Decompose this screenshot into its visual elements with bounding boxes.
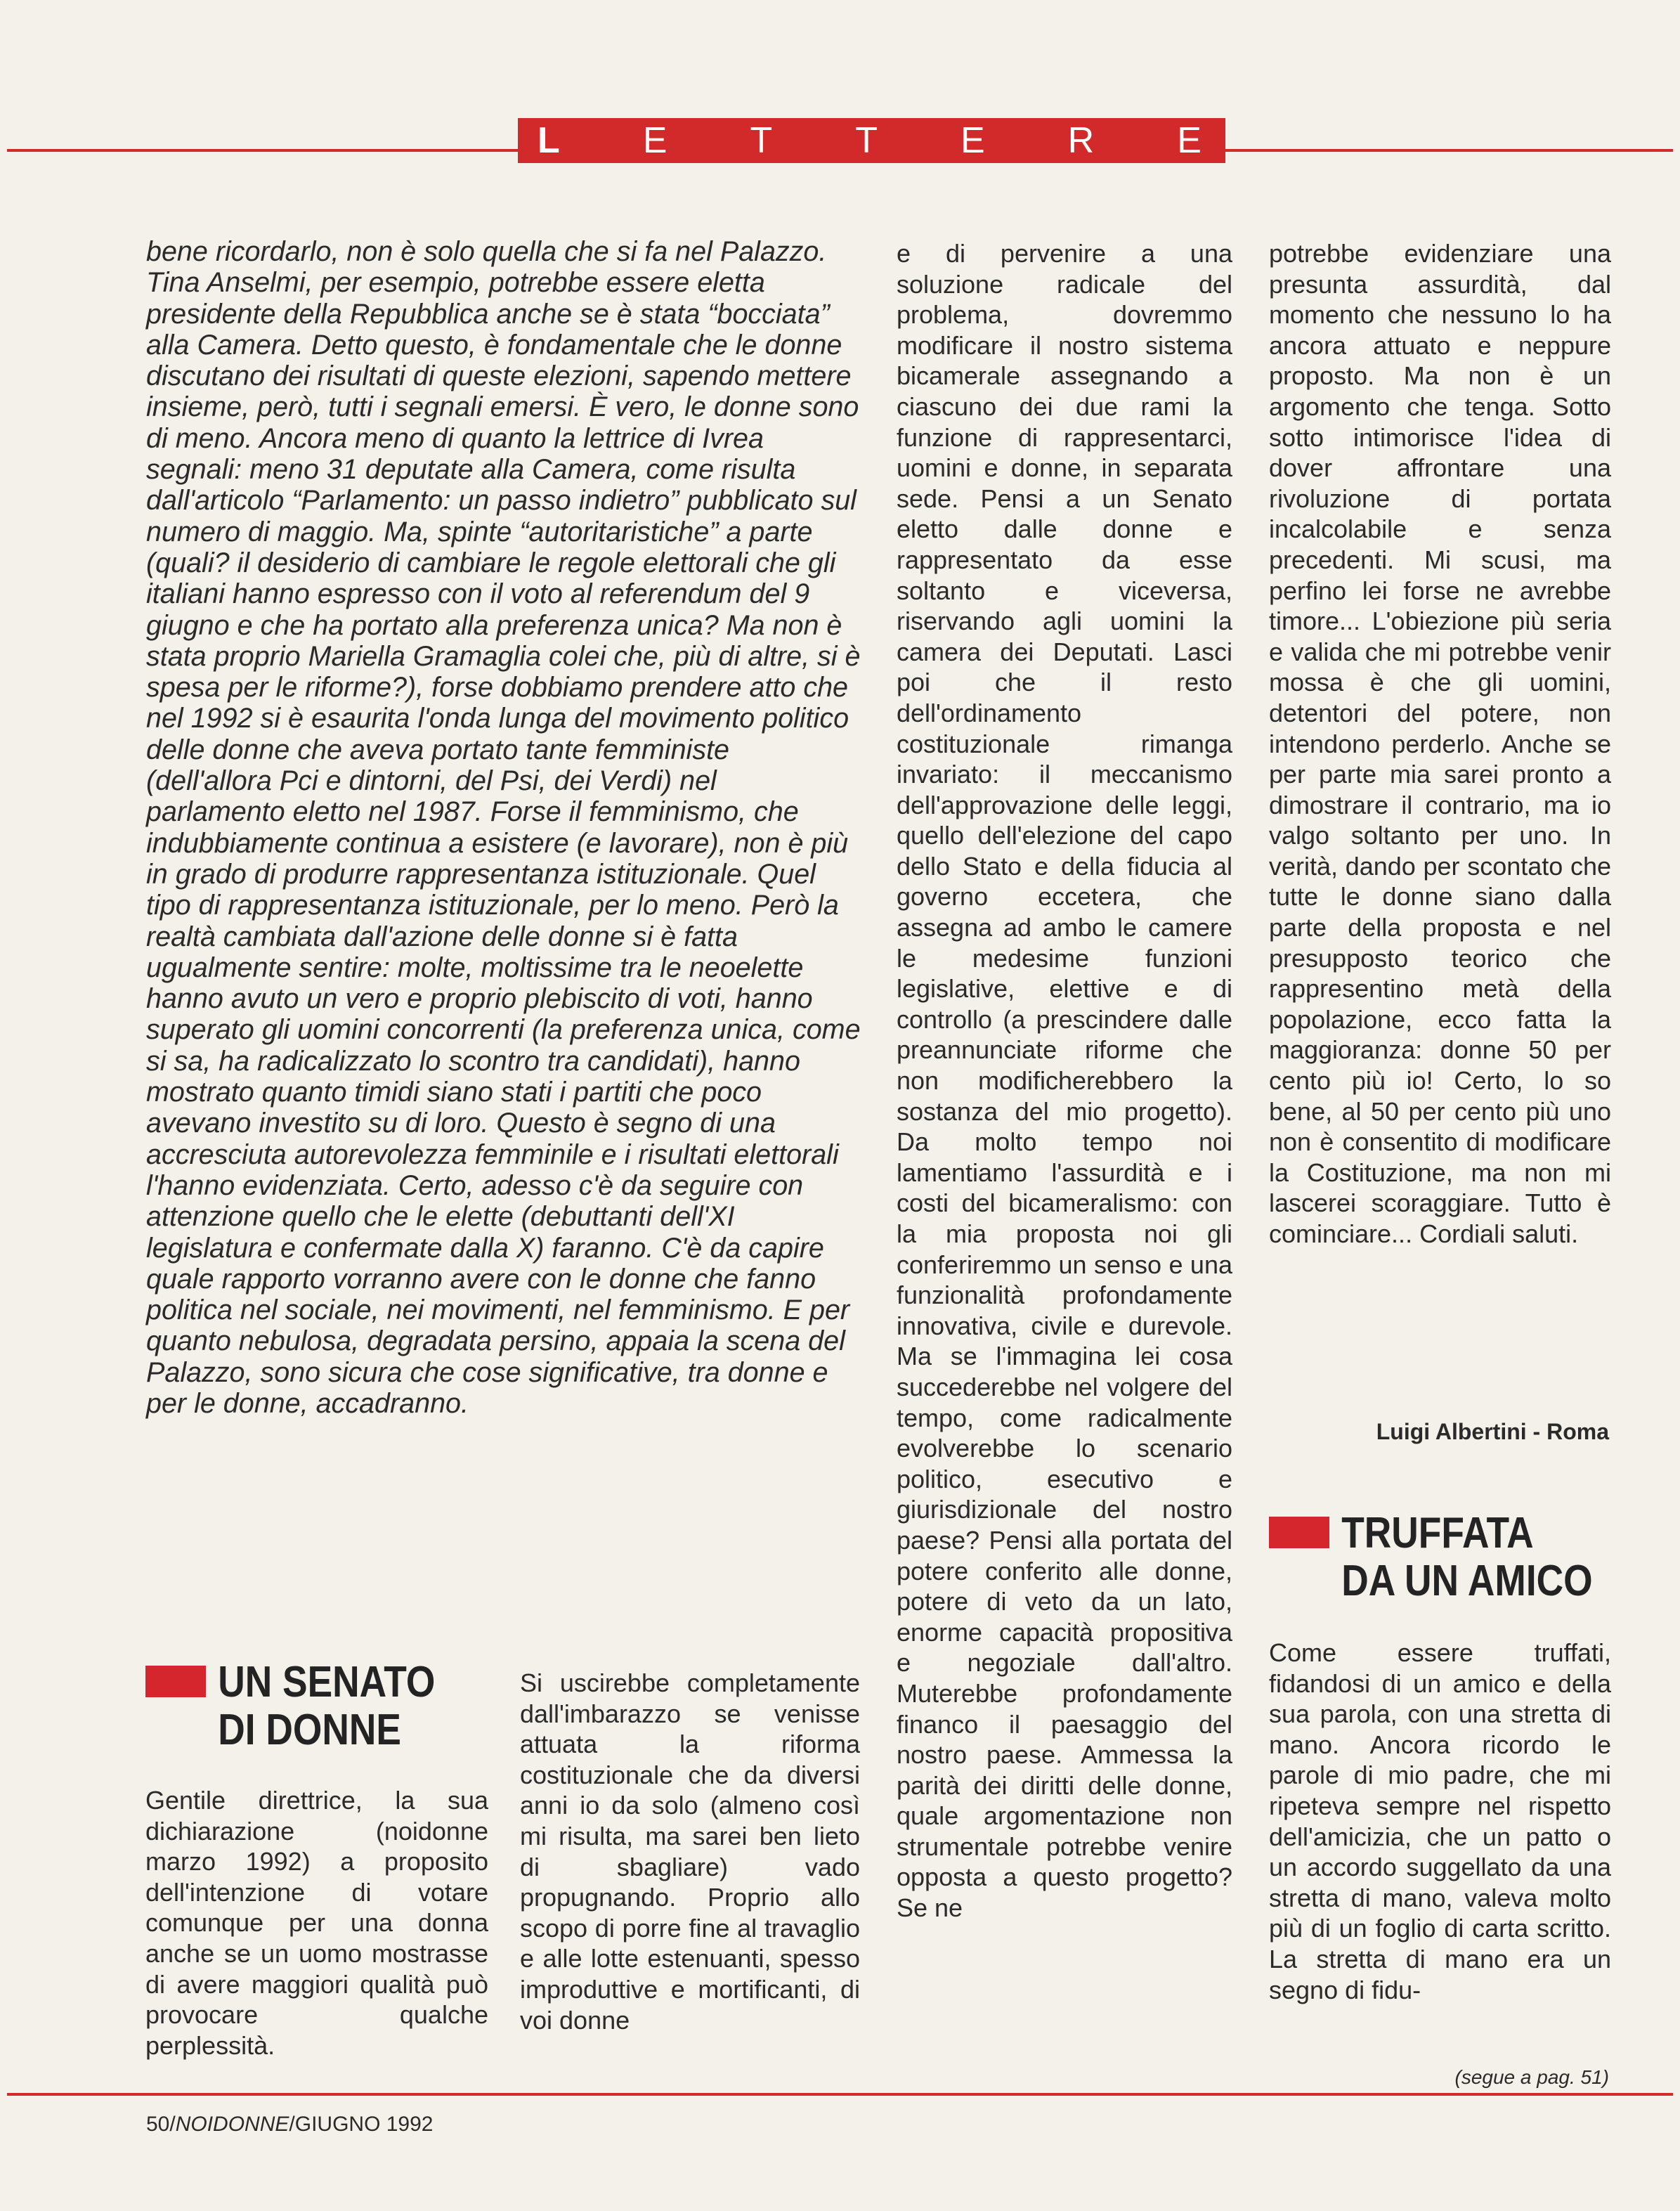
- letter1-part-b: Si uscirebbe completamente dall'imbarazzo se venisse attuata la riforma costituzionale che da diversi anni io da solo (almeno così mi risulta, ma sarei ben lieto di sbagliare) vado propugnando. Proprio allo scopo di porre fine al travaglio e alle lotte estenuanti, spesso improduttive e mortificanti, di voi donne: [520, 1668, 860, 2035]
- issue-date: /GIUGNO 1992: [289, 2113, 434, 2136]
- letter1-part-d: potrebbe evidenziare una presunta assurdità, dal momento che nessuno lo ha ancora attuato e neppure proposto. Ma non è un argomento che tenga. Sotto sotto intimorisce l'idea di dover affrontare una rivoluzione di portata incalcolabile e senza precedenti. Mi scusi, ma perfino lei forse ne avrebbe timore... L'obiezione più seria e valida che mi potrebbe venir mossa è che gli uomini, detentori del potere, non intendono perderlo. Anche se per parte mia sarei pronto a dimostrare il contrario, ma io valgo soltanto per uno. In verità, dando per scontato che tutte le donne siano dalla parte della proposta e nel presupposto teorico che rappresentino metà della popolazione, ecco fatta la maggioranza: donne 50 per cento più io! Certo, lo so bene, al 50 per cento più uno non è consentito di modificare la Costituzione, ma non mi lascerei scoraggiare. Tutto è cominciare... Cordiali saluti.: [1269, 239, 1611, 1248]
- letter2-body: Come essere truffati, fidandosi di un amico e della sua parola, con una stretta di mano. Ancora ricordo le parole di mio padre, che mi ripeteva sempre nel rispetto dell'amicizia, che un patto o un accordo suggellato da una stretta di mano, valeva molto più di un foglio di carta scritto. La stretta di mano era un segno di fidu-: [1269, 1638, 1611, 2004]
- headline-line: DA UN AMICO: [1341, 1557, 1593, 1605]
- section-letter: T: [855, 120, 878, 161]
- letter1-part-a: Gentile direttrice, la sua dichiarazione (noidonne marzo 1992) a proposito dell'intenzione di votare comunque per una donna anche se un uomo mostrasse di avere maggiori qualità può provocare qualche perplessità.: [145, 1786, 488, 2060]
- section-letter: E: [960, 120, 985, 161]
- magazine-name: NOIDONNE: [175, 2113, 289, 2136]
- headline-marker: [1269, 1517, 1329, 1548]
- headline-line: UN SENATO: [218, 1658, 436, 1706]
- page-folio: [146, 2112, 433, 2137]
- section-letter: T: [750, 120, 773, 161]
- section-letter: E: [642, 120, 668, 161]
- letter1-signature: Luigi Albertini - Roma: [1376, 1419, 1609, 1444]
- section-letter: E: [1177, 120, 1202, 161]
- section-letter: L: [538, 120, 560, 161]
- headline-line: DI DONNE: [218, 1706, 401, 1754]
- bottom-rule: [7, 2093, 1673, 2096]
- headline-un-senato-di-donne: [145, 1659, 435, 1754]
- editor-reply-text: bene ricordarlo, non è solo quella che si fa nel Palazzo. Tina Anselmi, per esempio, potrebbe essere eletta presidente della Repubblica anche se è stata “bocciata” alla Camera. Detto questo, è fondamentale che le donne discutano dei risultati di queste elezioni, sapendo mettere insieme, però, tutti i segnali emersi. È vero, le donne sono di meno. Ancora meno di quanto la lettrice di Ivrea segnali: meno 31 deputate alla Camera, come risulta dall'articolo “Parlamento: un passo indietro” pubblicato sul numero di maggio. Ma, spinte “autoritaristiche” a parte (quali? il desiderio di cambiare le regole elettorali che gli italiani hanno espresso con il voto al referendum del 9 giugno e che ha portato alla preferenza unica? Ma non è stata proprio Mariella Gramaglia colei che, più di altre, si è spesa per le riforme?), forse dobbiamo prendere atto che nel 1992 si è esaurita l'onda lunga del movimento politico delle donne che aveva portato tante femministe (dell'allora Pci e dintorni, del Psi, dei Verdi) nel parlamento eletto nel 1987. Forse il femminismo, che indubbiamente continua a esistere (e lavorare), non è più in grado di produrre rappresentanza istituzionale. Quel tipo di rappresentanza istituzionale, per lo meno. Però la realtà cambiata dall'azione delle donne si è fatta ugualmente sentire: molte, moltissime tra le neoelette hanno avuto un vero e proprio plebiscito di voti, hanno superato gli uomini concorrenti (la preferenza unica, come si sa, ha radicalizzato lo scontro tra candidati), hanno mostrato quanto timidi siano stati i partiti che poco avevano investito su di loro. Questo è segno di una accresciuta autorevolezza femminile e i risultati elettorali l'hanno evidenziata. Certo, adesso c'è da seguire con attenzione quello che le elette (debuttanti dell'XI legislatura e confermate dalla X) faranno. C'è da capire quale rapporto vorranno avere con le donne che fanno politica nel sociale, nei movimenti, nel femminismo. E per quanto nebulosa, degradata persino, appaia la scena del Palazzo, sono sicura che cose significative, tra donne e per le donne, accadranno.: [146, 236, 861, 1419]
- headline-truffata-da-un-amico: [1269, 1510, 1593, 1605]
- section-letter: R: [1067, 120, 1095, 161]
- headline-line: TRUFFATA: [1341, 1509, 1534, 1557]
- page-number: 50/: [146, 2113, 176, 2136]
- section-banner: [518, 118, 1225, 163]
- letter1-part-c: e di pervenire a una soluzione radicale del problema, dovremmo modificare il nostro sistema bicamerale assegnando a ciascuno dei due rami la funzione di rappresentarci, uomini e donne, in separata sede. Pensi a un Senato eletto dalle donne e rappresentato da esse soltanto e viceversa, riservando agli uomini la camera dei Deputati. Lasci poi che il resto dell'ordinamento costituzionale rimanga invariato: il meccanismo dell'approvazione delle leggi, quello dell'elezione del capo dello Stato e della fiducia al governo eccetera, che assegna ad ambo le camere le medesime funzioni legislative, elettive e di controllo (a prescindere dalle preannunciate riforme che non modificherebbero la sostanza del mio progetto). Da molto tempo noi lamentiamo l'assurdità e i costi del bicameralismo: con la mia proposta noi gli conferiremmo un senso e una funzionalità profondamente innovativa, civile e durevole. Ma se l'immagina lei cosa succederebbe nel volgere del tempo, come radicalmente evolverebbe lo scenario politico, esecutivo e giurisdizionale del nostro paese? Pensi alla portata del potere conferito alle donne, potere di veto da un lato, enorme capacità propositiva e negoziale dall'altro. Muterebbe profondamente financo il paesaggio del nostro paese. Ammessa la parità dei diritti delle donne, quale argomentazione non strumentale potrebbe venire opposta a questo progetto? Se ne: [897, 239, 1232, 1923]
- headline-marker: [145, 1666, 206, 1697]
- continued-note: (segue a pag. 51): [1454, 2066, 1609, 2088]
